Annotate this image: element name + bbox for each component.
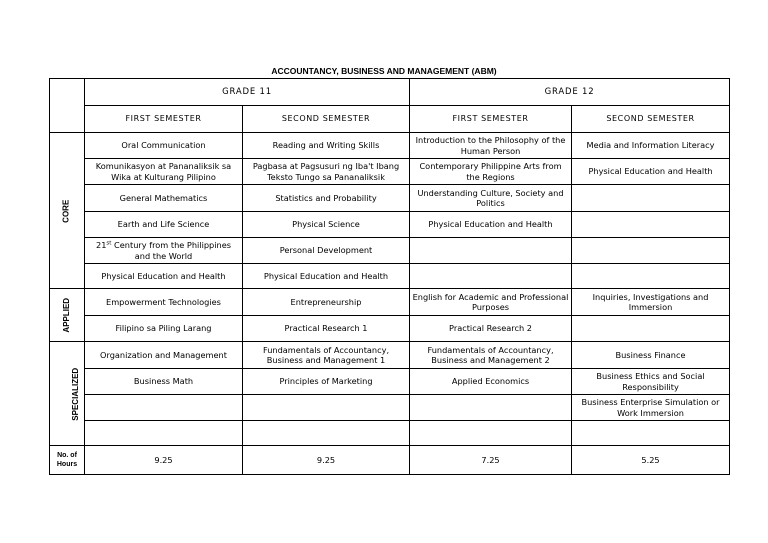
hours-value: 5.25 [572,446,730,475]
table-row [50,159,730,185]
subject-cell: Physical Education and Health [410,212,572,238]
hours-value: 9.25 [85,446,243,475]
table-row [50,421,730,446]
subject-cell: Physical Education and Health [243,264,410,289]
subject-cell: Business Enterprise Simulation or Work Immersion [572,395,730,421]
subject-cell [410,395,572,421]
subject-cell: Introduction to the Philosophy of the Human Person [410,133,572,159]
subject-cell [410,238,572,264]
subject-cell: Filipino sa Piling Larang [85,316,243,342]
hours-value: 7.25 [410,446,572,475]
semester-header-row [50,106,730,133]
subject-cell: Business Finance [572,342,730,369]
subject-cell [572,316,730,342]
semester-header: SECOND SEMESTER [572,106,730,133]
subject-cell: Empowerment Technologies [85,289,243,316]
semester-header: FIRST SEMESTER [85,106,243,133]
subject-cell: Fundamentals of Accountancy, Business and Management 1 [243,342,410,369]
category-label: SPECIALIZED [71,367,81,421]
subject-cell: Entrepreneurship [243,289,410,316]
category-specialized [50,342,85,446]
subject-cell: Reading and Writing Skills [243,133,410,159]
subject-cell: Oral Communication [85,133,243,159]
subject-cell [85,421,243,446]
category-label: APPLIED [62,298,72,333]
semester-header: FIRST SEMESTER [410,106,572,133]
subject-cell: Principles of Marketing [243,369,410,395]
subject-cell [572,238,730,264]
table-row [50,289,730,316]
category-core [50,133,85,289]
subject-cell: English for Academic and Professional Purposes [410,289,572,316]
table-row [50,133,730,159]
table-row [50,264,730,289]
grade-11-header: GRADE 11 [85,79,410,106]
subject-cell: Applied Economics [410,369,572,395]
subject-cell: Physical Science [243,212,410,238]
subject-cell: Personal Development [243,238,410,264]
table-row [50,369,730,395]
subject-cell [85,395,243,421]
subject-cell: Practical Research 1 [243,316,410,342]
subject-cell [572,212,730,238]
subject-cell: Understanding Culture, Society and Politics [410,185,572,212]
subject-cell: Physical Education and Health [572,159,730,185]
table-row [50,185,730,212]
page-title: ACCOUNTANCY, BUSINESS AND MANAGEMENT (ABM) [271,66,497,76]
category-label: CORE [61,199,71,223]
table-row [50,212,730,238]
subject-cell: Komunikasyon at Pananaliksik sa Wika at Kulturang Pilipino [85,159,243,185]
grade-header-row [50,79,730,106]
subject-cell [572,264,730,289]
subject-cell [243,421,410,446]
grade-12-header: GRADE 12 [410,79,730,106]
subject-cell: Earth and Life Science [85,212,243,238]
hours-label: No. of Hours [50,446,85,475]
table-row [50,316,730,342]
subject-cell [572,421,730,446]
subject-cell [243,395,410,421]
subject-cell-21st-century: 21st Century from the Philippines and the World [85,238,243,264]
subject-cell: Statistics and Probability [243,185,410,212]
table-row [50,238,730,264]
subject-cell: General Mathematics [85,185,243,212]
subject-cell: Media and Information Literacy [572,133,730,159]
subject-cell: Contemporary Philippine Arts from the Regions [410,159,572,185]
subject-cell: Business Math [85,369,243,395]
table-row [50,395,730,421]
hours-row [50,446,730,475]
subject-cell [410,264,572,289]
subject-cell: Physical Education and Health [85,264,243,289]
category-applied [50,289,85,342]
semester-header: SECOND SEMESTER [243,106,410,133]
subject-cell: Pagbasa at Pagsusuri ng Iba't Ibang Teksto Tungo sa Pananaliksik [243,159,410,185]
corner-cell [50,79,85,133]
subject-cell: Organization and Management [85,342,243,369]
subject-cell: Business Ethics and Social Responsibility [572,369,730,395]
subject-cell [572,185,730,212]
subject-cell: Fundamentals of Accountancy, Business and Management 2 [410,342,572,369]
table-row [50,342,730,369]
subject-cell: Practical Research 2 [410,316,572,342]
hours-value: 9.25 [243,446,410,475]
subject-cell [410,421,572,446]
curriculum-table [49,78,730,475]
subject-cell: Inquiries, Investigations and Immersion [572,289,730,316]
